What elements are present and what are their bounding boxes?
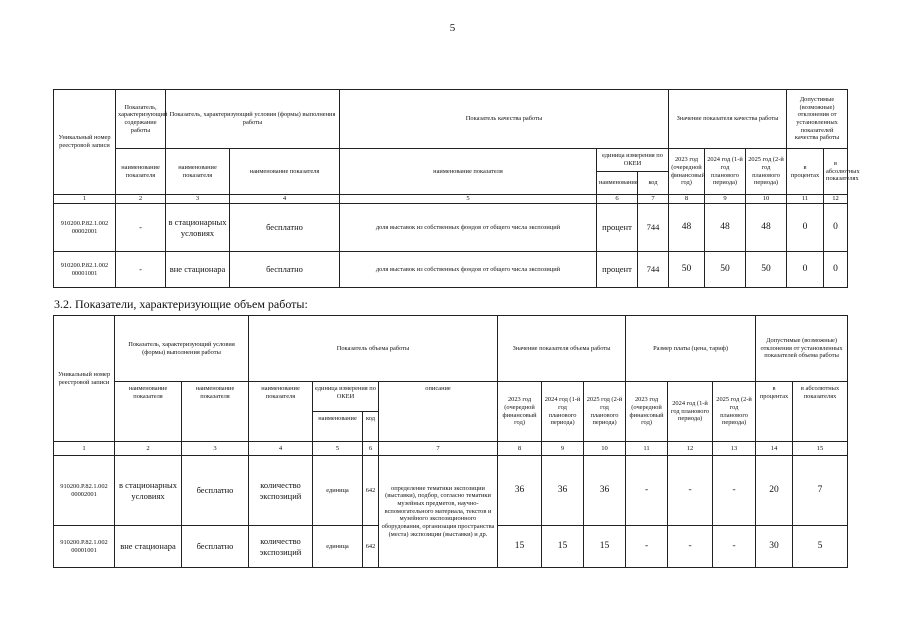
- fee-2023: -: [626, 456, 668, 526]
- header-fee-year-2025: 2025 год (2-й год планового периода): [713, 382, 756, 442]
- place-value: вне стационара: [166, 252, 230, 288]
- quality-indicators-table: [53, 89, 860, 288]
- header-unique-number: Уникальный номер реестровой записи: [54, 90, 116, 195]
- fee-2025: -: [713, 526, 756, 568]
- deviation-percent: 0: [787, 252, 824, 288]
- form-value: бесплатно: [182, 456, 249, 526]
- value-2025: 15: [584, 526, 626, 568]
- value-2025: 36: [584, 456, 626, 526]
- unit-name: единица: [313, 526, 363, 568]
- col-number: 8: [498, 442, 542, 456]
- indicator-name: доля выставок из собственных фондов от общего числа экспозиций: [340, 204, 597, 252]
- value-2024: 50: [705, 252, 746, 288]
- unit-name: процент: [597, 252, 638, 288]
- header-unit-okei: единица измерения по ОКЕИ: [597, 149, 669, 172]
- col-number: 1: [54, 195, 116, 204]
- unit-code: 744: [638, 204, 669, 252]
- deviation-percent: 20: [756, 456, 793, 526]
- form-value: бесплатно: [230, 252, 340, 288]
- table-row: [54, 456, 848, 526]
- col-number: 1: [54, 442, 115, 456]
- col-number: 2: [115, 442, 182, 456]
- header-indicator-name: наименование показателя: [230, 149, 340, 195]
- col-number: 5: [340, 195, 597, 204]
- indicator-name: количество экспозиций: [249, 456, 313, 526]
- unit-code: 642: [363, 456, 379, 526]
- header-quality-indicator: Показатель качества работы: [340, 90, 669, 149]
- volume-indicators-table: [53, 315, 848, 568]
- header-fee: Размер платы (цена, тариф): [626, 316, 756, 382]
- col-number: 2: [116, 195, 166, 204]
- col-number: 6: [597, 195, 638, 204]
- section-title: 3.2. Показатели, характеризующие объем работы:: [54, 297, 308, 311]
- fee-2025: -: [713, 456, 756, 526]
- registry-number: 910200.Р.82.1.002 00001001: [54, 526, 115, 568]
- header-indicator-name: наименование показателя: [166, 149, 230, 195]
- header-content-indicator: Показатель, характеризующий содержание работы: [116, 90, 166, 149]
- header-unit-code: код: [363, 412, 379, 442]
- header-allowed-deviation: Допустимые (возможные) отклонения от установленных показателей объема работы: [756, 316, 848, 382]
- table-row: [54, 204, 848, 252]
- deviation-absolute: 5: [793, 526, 848, 568]
- header-conditions-indicator: Показатель, характеризующий условия (формы) выполнения работы: [115, 316, 249, 382]
- unit-code: 744: [638, 252, 669, 288]
- col-number: 6: [363, 442, 379, 456]
- col-number: 15: [793, 442, 848, 456]
- header-absolute: в абсолютных показателях: [824, 149, 848, 195]
- header-description: описание: [379, 382, 498, 442]
- header-indicator-name: наименование показателя: [249, 382, 313, 442]
- header-year-2025: 2025 год (2-й год планового периода): [584, 382, 626, 442]
- header-unique-number: Уникальный номер реестровой записи: [54, 316, 115, 442]
- value-2023: 50: [669, 252, 705, 288]
- form-value: бесплатно: [230, 204, 340, 252]
- col-number: 11: [626, 442, 668, 456]
- unit-code: 642: [363, 526, 379, 568]
- col-number: 12: [668, 442, 713, 456]
- header-indicator-name: наименование показателя: [115, 382, 182, 442]
- indicator-name: количество экспозиций: [249, 526, 313, 568]
- indicator-name: доля выставок из собственных фондов от общего числа экспозиций: [340, 252, 597, 288]
- place-value: в стационарных условиях: [115, 456, 182, 526]
- header-year-2023: 2023 год (очередной финансовый год): [498, 382, 542, 442]
- description: определение тематики экспозиции (выставки), подбор, согласно тематики музейных предметов, научно-вспомогательного материала, текстов и музейного экспозиционного оборудования, организация пространства (места) экспозиции (выставки) и др.: [379, 456, 498, 568]
- deviation-absolute: 0: [824, 252, 848, 288]
- value-2024: 15: [542, 526, 584, 568]
- value-2023: 48: [669, 204, 705, 252]
- col-number: 8: [669, 195, 705, 204]
- unit-name: единица: [313, 456, 363, 526]
- col-number: 4: [230, 195, 340, 204]
- col-number: 9: [705, 195, 746, 204]
- place-value: в стационарных условиях: [166, 204, 230, 252]
- header-volume-value: Значение показателя объема работы: [498, 316, 626, 382]
- header-percent: в процентах: [787, 149, 824, 195]
- col-number: 5: [313, 442, 363, 456]
- value-2024: 36: [542, 456, 584, 526]
- fee-2023: -: [626, 526, 668, 568]
- header-year-2024: 2024 год (1-й год планового периода): [705, 149, 746, 195]
- header-unit-okei: единица измерения по ОКЕИ: [313, 382, 379, 412]
- value-2025: 48: [746, 204, 787, 252]
- value-2023: 36: [498, 456, 542, 526]
- col-number: 11: [787, 195, 824, 204]
- header-absolute: в абсолютных показателях: [793, 382, 848, 442]
- fee-2024: -: [668, 456, 713, 526]
- header-fee-year-2024: 2024 год (1-й год планового периода): [668, 382, 713, 442]
- header-volume-indicator: Показатель объема работы: [249, 316, 498, 382]
- value-2024: 48: [705, 204, 746, 252]
- fee-2024: -: [668, 526, 713, 568]
- place-value: вне стационара: [115, 526, 182, 568]
- unit-name: процент: [597, 204, 638, 252]
- deviation-percent: 30: [756, 526, 793, 568]
- deviation-absolute: 0: [824, 204, 848, 252]
- header-year-2023: 2023 год (очередной финансовый год): [669, 149, 705, 195]
- registry-number: 910200.Р.82.1.002 00001001: [54, 252, 116, 288]
- content-value: -: [116, 252, 166, 288]
- page-number: 5: [449, 22, 456, 34]
- form-value: бесплатно: [182, 526, 249, 568]
- header-allowed-deviation: Допустимые (возможные) отклонения от установленных показателей качества работы: [787, 90, 848, 149]
- header-unit-name: наименование: [597, 172, 638, 195]
- col-number: 3: [182, 442, 249, 456]
- header-indicator-name: наименование показателя: [116, 149, 166, 195]
- header-percent: в процентах: [756, 382, 793, 442]
- col-number: 12: [824, 195, 848, 204]
- registry-number: 910200.Р.82.1.002 00002001: [54, 456, 115, 526]
- header-fee-year-2023: 2023 год (очередной финансовый год): [626, 382, 668, 442]
- col-number: 10: [584, 442, 626, 456]
- col-number: 7: [379, 442, 498, 456]
- col-number: 14: [756, 442, 793, 456]
- header-indicator-name: наименование показателя: [340, 149, 597, 195]
- header-year-2025: 2025 год (2-й год планового периода): [746, 149, 787, 195]
- header-year-2024: 2024 год (1-й год планового периода): [542, 382, 584, 442]
- header-unit-code: код: [638, 172, 669, 195]
- deviation-absolute: 7: [793, 456, 848, 526]
- col-number: 13: [713, 442, 756, 456]
- col-number: 7: [638, 195, 669, 204]
- col-number: 3: [166, 195, 230, 204]
- header-conditions-indicator: Показатель, характеризующий условия (формы) выполнения работы: [166, 90, 340, 149]
- col-number: 10: [746, 195, 787, 204]
- col-number: 9: [542, 442, 584, 456]
- table-row: [54, 252, 848, 288]
- value-2023: 15: [498, 526, 542, 568]
- header-indicator-name: наименование показателя: [182, 382, 249, 442]
- deviation-percent: 0: [787, 204, 824, 252]
- registry-number: 910200.Р.82.1.002 00002001: [54, 204, 116, 252]
- content-value: -: [116, 204, 166, 252]
- header-quality-value: Значение показателя качества работы: [669, 90, 787, 149]
- value-2025: 50: [746, 252, 787, 288]
- col-number: 4: [249, 442, 313, 456]
- header-unit-name: наименование: [313, 412, 363, 442]
